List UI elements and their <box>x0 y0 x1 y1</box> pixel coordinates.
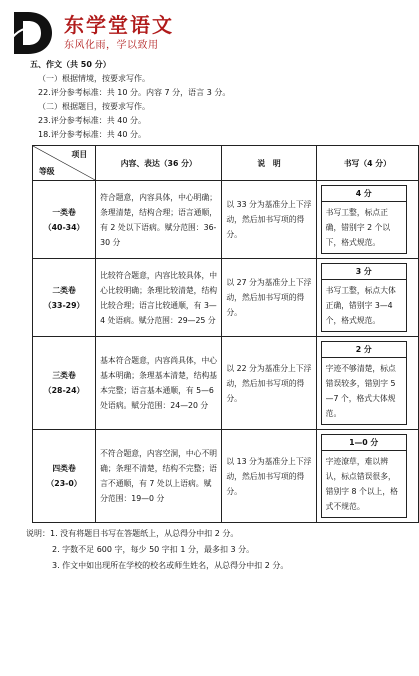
grade-name: 四类卷 <box>52 464 76 473</box>
grade-cell <box>33 430 96 523</box>
writing-cell <box>316 337 418 430</box>
writing-box <box>321 341 407 425</box>
section-title: 五、作文（共 50 分） <box>30 60 111 69</box>
writing-cell <box>316 259 418 337</box>
writing-box <box>321 185 407 254</box>
writing-score: 4 分 <box>322 186 406 202</box>
brand-d-icon <box>10 8 54 58</box>
writing-score: 1—0 分 <box>322 435 406 451</box>
writing-box <box>321 263 407 332</box>
content-cell: 符合题意，内容具体，中心明确；条理清楚，结构合理；语言通顺，有 2 处以下语病。赋分范围：36-30 分 <box>96 181 222 259</box>
table-row <box>33 430 419 523</box>
intro-line: 22.评分参考标准：共 10 分。内容 7 分，语言 3 分。 <box>38 88 231 97</box>
header-grade-label: 等级 <box>39 167 55 176</box>
intro-line: 18.评分参考标准：共 40 分。 <box>38 130 146 139</box>
writing-score: 2 分 <box>322 342 406 358</box>
grade-range: （33-29） <box>43 300 85 310</box>
writing-desc: 字迹不够清楚，标点错误较多，错别字 5—7 个，格式大体规范。 <box>325 364 396 418</box>
note-line: 3. 作文中如出现所在学校的校名或师生姓名，从总得分中扣 2 分。 <box>52 561 289 570</box>
writing-desc: 书写工整，标点大体正确，错别字 3—4 个，格式规范。 <box>325 286 396 325</box>
table-row <box>33 337 419 430</box>
header-content: 内容、表达（36 分） <box>96 146 222 181</box>
header-explain: 说 明 <box>222 146 316 181</box>
writing-cell <box>316 181 418 259</box>
intro-line: 23.评分参考标准：共 40 分。 <box>38 116 146 125</box>
grade-range: （28-24） <box>43 386 85 395</box>
grade-name: 二类卷 <box>52 285 76 295</box>
writing-score: 3 分 <box>322 264 406 280</box>
writing-desc: 书写工整，标点正确，错别字 2 个以下，格式规范。 <box>325 208 391 247</box>
header-item-label: 项目 <box>71 150 88 159</box>
intro-line: （一）根据情境，按要求写作。 <box>38 74 150 83</box>
grade-name: 一类卷 <box>52 207 76 217</box>
table-row <box>33 259 419 337</box>
diagonal-header-cell <box>33 146 96 181</box>
grade-cell <box>33 259 96 337</box>
grade-name: 三类卷 <box>52 371 76 380</box>
brand-slogan: 东风化雨，学以致用 <box>64 40 159 51</box>
notes-section <box>26 526 288 574</box>
writing-box <box>321 434 407 518</box>
table-header-row <box>33 146 419 181</box>
intro-section <box>30 58 230 142</box>
table-row <box>33 181 419 259</box>
note-line: 说明：1. 没有将题目书写在答题纸上，从总得分中扣 2 分。 <box>26 529 239 538</box>
content-cell: 比较符合题意，内容比较具体，中心比较明确；条理比较清楚，结构比较合理；语言比较通顺，有 3—4 处语病。赋分范围：29—25 分 <box>96 259 222 337</box>
intro-line: （二）根据题目，按要求写作。 <box>38 102 150 111</box>
grading-table <box>32 145 419 523</box>
content-cell: 不符合题意，内容空洞，中心不明确；条理不清楚，结构不完整；语言不通顺，有 7 处以上语病。赋分范围：19—0 分 <box>96 430 222 523</box>
grade-range: （23-0） <box>46 479 82 488</box>
brand-name: 东学堂语文 <box>64 13 174 37</box>
brand-logo <box>6 4 216 60</box>
explain-cell: 以 33 分为基准分上下浮动，然后加书写项的得分。 <box>222 181 316 259</box>
explain-cell: 以 27 分为基准分上下浮动，然后加书写项的得分。 <box>222 259 316 337</box>
content-cell: 基本符合题意，内容尚具体，中心基本明确；条理基本清楚，结构基本完整；语言基本通顺，有 5—6 处语病。赋分范围：24—20 分 <box>96 337 222 430</box>
grade-cell <box>33 337 96 430</box>
writing-cell <box>316 430 418 523</box>
grade-cell <box>33 181 96 259</box>
note-line: 2. 字数不足 600 字，每少 50 字扣 1 分，最多扣 3 分。 <box>52 545 255 554</box>
header-writing: 书写（4 分） <box>316 146 418 181</box>
explain-cell: 以 22 分为基准分上下浮动，然后加书写项的得分。 <box>222 337 316 430</box>
grade-range: （40-34） <box>43 222 85 232</box>
writing-desc: 字迹潦草，难以辨认，标点错误很多，错别字 8 个以上，格式不规范。 <box>325 457 398 511</box>
explain-cell: 以 13 分为基准分上下浮动，然后加书写项的得分。 <box>222 430 316 523</box>
